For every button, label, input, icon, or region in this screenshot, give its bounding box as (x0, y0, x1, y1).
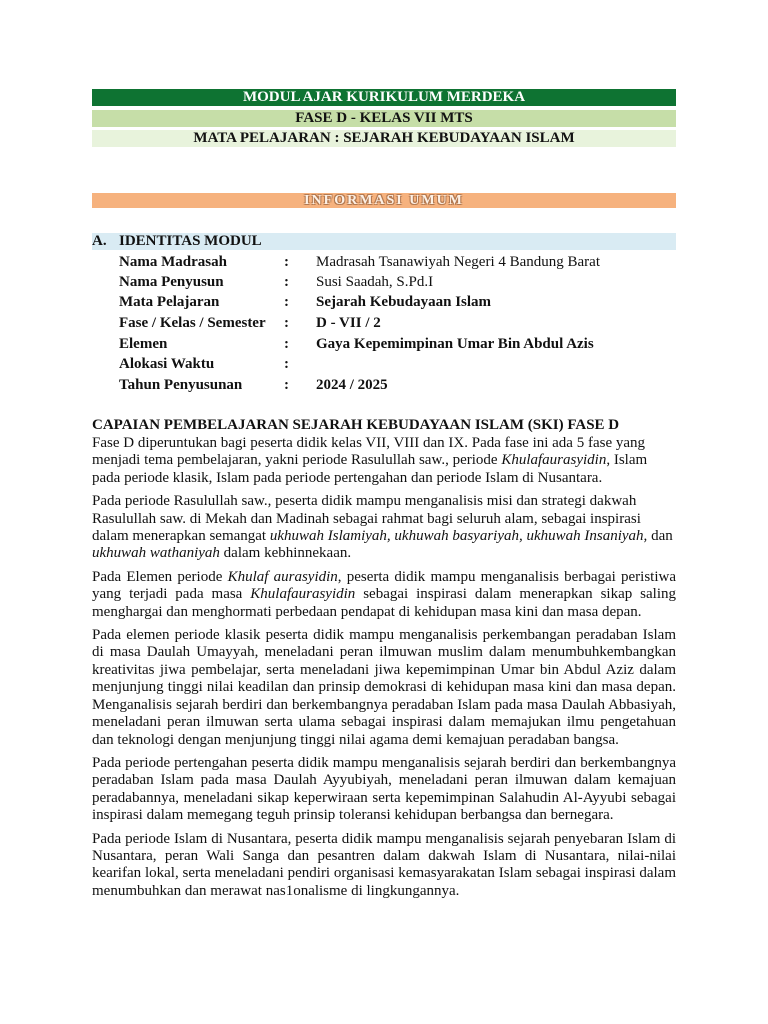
identity-label: Alokasi Waktu (119, 356, 215, 372)
colon: : (284, 377, 289, 393)
identity-label: Elemen (119, 336, 168, 352)
identity-label: Fase / Kelas / Semester (119, 315, 266, 331)
paragraph-classical-period: Pada elemen periode klasik peserta didik mampu menganalisis perkembangan peradaban Islam di masa Daulah Umayyah, meneladani peran ilmuwan muslim dalam menumbuhkembangkan kreativitas jiwa pembelajar, serta meneladani jiwa kepemimpinan Umar bin Abdul Aziz dalam menjunjung tinggi nilai keadilan dan prinsip demokrasi di kehidupan masa kini dan masa depan. Menganalisis sejarah berdiri dan berkembangnya peradaban Islam pada masa Daulah Abbasiyah, meneladani peran ilmuwan serta ulama sebagai inspirasi dalam memajukan ilmu pengetahuan dan teknologi dengan menjunjung tinggi nilai agama demi kemajuan peradaban bangsa. (92, 627, 676, 748)
identity-row-author (92, 272, 676, 292)
colon: : (284, 315, 289, 331)
colon: : (284, 294, 289, 310)
identity-row-subject (92, 292, 676, 312)
learning-outcomes-body (92, 435, 676, 906)
learning-outcomes-title: CAPAIAN PEMBELAJARAN SEJARAH KEBUDAYAAN ISLAM (SKI) FASE D (92, 417, 620, 433)
identity-row-time-allocation (92, 354, 676, 374)
identity-row-madrasah (92, 252, 676, 272)
phase-class-banner: FASE D - KELAS VII MTS (92, 110, 676, 127)
colon: : (284, 336, 289, 352)
paragraph-middle-period: Pada periode pertengahan peserta didik mampu menganalisis sejarah berdiri dan berkembangnya peradaban Islam pada masa Daulah Ayyubiyah, meneladani peran ilmuwan dalam kemajuan peradabannya, meneladani sikap keperwiraan serta kepemimpinan Salahudin Al-Ayyubi sebagai inspirasi dalam memegang teguh prinsip toleransi kehidupan berbangsa dan bernegara. (92, 754, 676, 824)
identity-value: Sejarah Kebudayaan Islam (316, 294, 492, 310)
identity-row-element (92, 334, 676, 354)
identity-value: D - VII / 2 (316, 315, 381, 331)
paragraph-rasulullah-period: Pada periode Rasulullah saw., peserta didik mampu menganalisis misi dan strategi dakwah Rasulullah saw. di Mekah dan Madinah sebagai rahmat bagi seluruh alam, sebagai inspirasi dalam menerapkan semangat ukhuwah Islamiyah, ukhuwah basyariyah, ukhuwah Insaniyah, dan ukhuwah wathaniyah dalam kebhinnekaan. (92, 493, 673, 562)
identity-title: IDENTITAS MODUL (119, 233, 262, 249)
identity-value: Madrasah Tsanawiyah Negeri 4 Bandung Barat (316, 254, 601, 270)
identity-letter: A. (92, 233, 107, 249)
identity-row-phase (92, 313, 676, 333)
identity-row-year (92, 375, 676, 395)
paragraph-khulafaurasyidin-period: Pada Elemen periode Khulaf aurasyidin, peserta didik mampu menganalisis berbagai peristiwa yang terjadi pada masa Khulafaurasyidin sebagai inspirasi dalam menerapkan sikap saling menghargai dan menghormati perbedaan pendapat di kehidupan masa kini dan masa depan. (92, 568, 677, 620)
colon: : (284, 254, 289, 270)
identity-label: Nama Madrasah (119, 254, 227, 270)
identity-heading (92, 233, 676, 250)
colon: : (284, 274, 289, 290)
identity-value: 2024 / 2025 (316, 377, 388, 393)
identity-label: Nama Penyusun (119, 274, 224, 290)
paragraph-nusantara-period: Pada periode Islam di Nusantara, peserta didik mampu menganalisis sejarah penyebaran Islam di Nusantara, peran Wali Sanga dan pesantren dalam dakwah Islam di Nusantara, nilai-nilai kearifan lokal, serta meneladani pendiri organisasi kemasyarakatan Islam sebagai inspirasi dalam menumbuhkan dan merawat nas1onalisme di lingkungannya. (92, 830, 676, 899)
identity-label: Mata Pelajaran (119, 294, 220, 310)
identity-value: Susi Saadah, S.Pd.I (316, 274, 434, 290)
subject-banner: MATA PELAJARAN : SEJARAH KEBUDAYAAN ISLAM (92, 130, 676, 147)
section-heading-general-info: INFORMASI UMUM (92, 193, 676, 208)
identity-label: Tahun Penyusunan (119, 377, 243, 393)
identity-value: Gaya Kepemimpinan Umar Bin Abdul Azis (316, 336, 594, 352)
paragraph-phase-overview: Fase D diperuntukan bagi peserta didik kelas VII, VIII dan IX. Pada fase ini ada 5 fase yang menjadi tema pembelajaran, yakni periode Rasulullah saw., periode Khulafaurasyidin, Islam pada periode klasik, Islam pada periode pertengahan dan periode Islam di Nusantara. (92, 435, 648, 486)
module-title: MODUL AJAR KURIKULUM MERDEKA (92, 89, 676, 106)
colon: : (284, 356, 289, 372)
